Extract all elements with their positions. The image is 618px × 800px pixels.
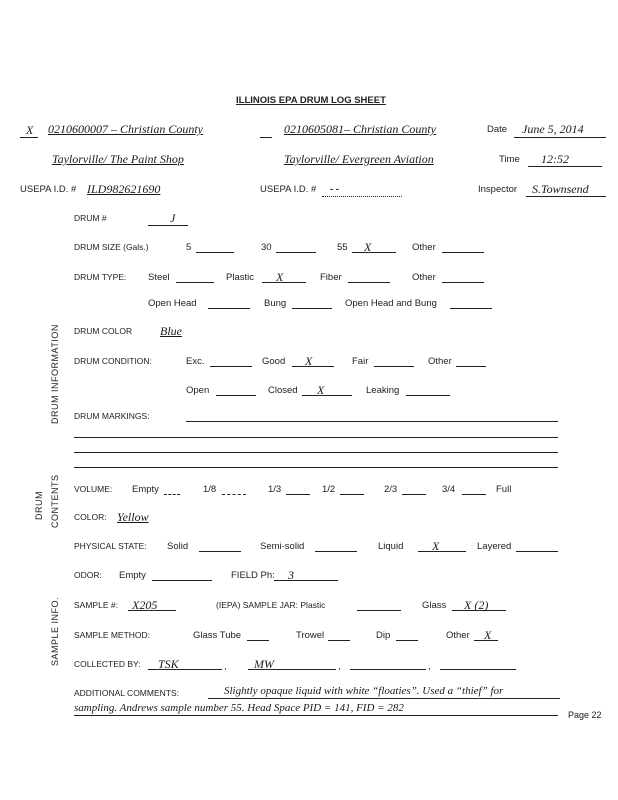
size-other-line: [442, 252, 484, 253]
sm-trowel: Trowel: [296, 630, 325, 641]
cond-exc: Exc.: [186, 356, 205, 367]
type-plastic-mark: X: [276, 270, 284, 284]
site1-dash: –: [108, 122, 120, 136]
date-value: June 5, 2014: [522, 122, 584, 136]
size-55-line: [352, 252, 396, 253]
vol-23-line: [402, 494, 426, 495]
comments-underline-2: [74, 715, 558, 716]
field-ph-line: [274, 580, 338, 581]
site1-check-line: [20, 137, 38, 138]
usepa2-value: - -: [330, 184, 339, 195]
collector-2: MW: [254, 657, 274, 671]
size-5-line: [196, 252, 234, 253]
size-other: Other: [412, 242, 436, 253]
usepa1-value: ILD982621690: [87, 182, 161, 196]
site2-info: [284, 123, 436, 135]
time-value: 12:52: [541, 152, 569, 166]
collector-comma-3: ,: [428, 661, 431, 672]
time-label: Time: [499, 154, 520, 165]
odor-empty-line: [152, 580, 212, 581]
cond-fair-line: [374, 366, 414, 367]
ps-liquid: Liquid: [378, 541, 404, 552]
sm-other-mark: X: [484, 628, 492, 642]
drum-num-label: DRUM #: [74, 213, 107, 223]
size-55-mark: X: [364, 240, 372, 254]
color-label: COLOR:: [74, 512, 107, 522]
comments-line-1: Slightly opaque liquid with white “floaties”. Used a “thief” for: [224, 685, 504, 697]
type-bung: Bung: [264, 298, 287, 309]
markings-line-4: [74, 467, 558, 468]
sm-trowel-line: [328, 640, 350, 641]
sample-glass-label: Glass: [422, 600, 447, 611]
comments-underline-1: [208, 698, 560, 699]
site2-id: 0210605081: [284, 122, 344, 136]
markings-line-1: [186, 421, 558, 422]
collector-1: TSK: [158, 657, 179, 671]
section-sample-info: SAMPLE INFO.: [50, 596, 60, 666]
sm-dip-line: [396, 640, 418, 641]
site1-id: 0210600007: [48, 122, 108, 136]
ps-semisolid: Semi-solid: [260, 541, 305, 552]
site1-county: Christian County: [120, 122, 204, 136]
vol-empty: Empty: [132, 484, 159, 495]
odor-empty: Empty: [119, 570, 146, 581]
vol-34: 3/4: [442, 484, 456, 495]
page-number: Page 22: [568, 710, 602, 720]
cond-good-line: [292, 366, 334, 367]
type-plastic-line: [262, 282, 306, 283]
volume-label: VOLUME:: [74, 484, 113, 494]
site2-county: Christian County: [353, 122, 437, 136]
size-30-line: [276, 252, 316, 253]
ps-solid: Solid: [167, 541, 189, 552]
type-openhead-line: [208, 308, 250, 309]
time-line: [528, 166, 602, 167]
field-ph-label: FIELD Ph:: [231, 570, 275, 581]
size-5: 5: [186, 242, 192, 253]
sample-num-value: X205: [132, 598, 158, 612]
type-openhead: Open Head: [148, 298, 197, 309]
date-line: [514, 137, 606, 138]
type-fiber-line: [348, 282, 390, 283]
collector-comma-1: ,: [224, 661, 227, 672]
vol-13: 1/3: [268, 484, 282, 495]
cond-good: Good: [262, 356, 286, 367]
collected-by-label: COLLECTED BY:: [74, 659, 141, 669]
drum-type-label: DRUM TYPE:: [74, 272, 127, 282]
cond-fair: Fair: [352, 356, 369, 367]
drum-num-line: [148, 225, 188, 226]
collector-1-line: [148, 669, 222, 670]
collector-comma-2: ,: [338, 661, 341, 672]
drum-color-label: DRUM COLOR: [74, 326, 133, 336]
collector-4-line: [440, 669, 516, 670]
size-55: 55: [337, 242, 348, 253]
cond-good-mark: X: [305, 354, 313, 368]
type-fiber: Fiber: [320, 272, 342, 283]
sample-method-label: SAMPLE METHOD:: [74, 630, 151, 640]
section-drum-information: DRUM INFORMATION: [50, 324, 60, 424]
drum-num-value: J: [170, 211, 176, 225]
ps-semisolid-line: [315, 551, 357, 552]
type-bung-line: [292, 308, 332, 309]
comments-label: ADDITIONAL COMMENTS:: [74, 688, 179, 698]
date-label: Date: [487, 124, 508, 135]
vol-empty-line: [164, 494, 180, 495]
cond-open-line: [216, 395, 256, 396]
sm-glass-tube: Glass Tube: [193, 630, 242, 641]
vol-18: 1/8: [203, 484, 217, 495]
drum-color-value: Blue: [160, 324, 182, 338]
usepa2-line: [322, 196, 402, 197]
sample-glass-line: [452, 610, 506, 611]
vol-34-line: [462, 494, 486, 495]
drum-condition-label: DRUM CONDITION:: [74, 356, 152, 366]
sm-other: Other: [446, 630, 470, 641]
cond-closed-line: [302, 395, 352, 396]
cond-leaking-line: [406, 395, 450, 396]
type-plastic: Plastic: [226, 272, 254, 283]
ps-layered-line: [516, 551, 558, 552]
vol-18-line: [222, 494, 246, 495]
sm-glass-tube-line: [247, 640, 269, 641]
sample-num-line: [128, 610, 176, 611]
usepa2-label: USEPA I.D. #: [260, 184, 317, 195]
ps-liquid-mark: X: [432, 539, 440, 553]
physical-state-label: PHYSICAL STATE:: [74, 541, 147, 551]
type-openhead-bung: Open Head and Bung: [345, 298, 437, 309]
cond-leaking: Leaking: [366, 385, 400, 396]
inspector-line: [526, 196, 606, 197]
vol-13-line: [286, 494, 310, 495]
cond-other-line: [456, 366, 486, 367]
section-drum-contents-line2: CONTENTS: [50, 474, 60, 528]
inspector-value: S.Townsend: [532, 182, 589, 196]
drum-markings-label: DRUM MARKINGS:: [74, 411, 150, 421]
collector-2-line: [248, 669, 336, 670]
vol-full: Full: [496, 484, 512, 495]
vol-23: 2/3: [384, 484, 398, 495]
site1-info: [48, 123, 203, 135]
type-openhead-bung-line: [450, 308, 492, 309]
collector-3-line: [350, 669, 426, 670]
sm-dip: Dip: [376, 630, 391, 641]
form-title: ILLINOIS EPA DRUM LOG SHEET: [236, 95, 386, 106]
cond-closed: Closed: [268, 385, 298, 396]
markings-line-2: [74, 437, 558, 438]
sample-jar-plastic-line: [357, 610, 401, 611]
inspector-label: Inspector: [478, 184, 518, 195]
markings-line-3: [74, 452, 558, 453]
sample-glass-value: X (2): [464, 598, 489, 612]
type-steel-line: [176, 282, 214, 283]
type-steel: Steel: [148, 272, 170, 283]
sample-jar-label: (IEPA) SAMPLE JAR: Plastic: [216, 600, 326, 610]
cond-open: Open: [186, 385, 210, 396]
cond-other: Other: [428, 356, 452, 367]
site2-check-line: [260, 137, 272, 138]
field-ph-value: 3: [288, 568, 294, 582]
ps-liquid-line: [418, 551, 466, 552]
type-other: Other: [412, 272, 436, 283]
sm-other-line: [474, 640, 498, 641]
site1-check-mark: X: [26, 123, 34, 137]
vol-12: 1/2: [322, 484, 336, 495]
site1-place: Taylorville/ The Paint Shop: [52, 152, 184, 166]
vol-12-line: [340, 494, 364, 495]
odor-label: ODOR:: [74, 570, 102, 580]
type-other-line: [442, 282, 484, 283]
usepa1-label: USEPA I.D. #: [20, 184, 77, 195]
color-value: Yellow: [117, 510, 149, 524]
size-30: 30: [261, 242, 272, 253]
ps-solid-line: [199, 551, 241, 552]
ps-layered: Layered: [477, 541, 512, 552]
site2-place: Taylorville/ Evergreen Aviation: [284, 152, 434, 166]
sample-num-label: SAMPLE #:: [74, 600, 118, 610]
section-drum-contents-line1: DRUM: [34, 491, 44, 520]
drum-size-label: DRUM SIZE (Gals.): [74, 242, 149, 252]
cond-closed-mark: X: [317, 383, 325, 397]
cond-exc-line: [210, 366, 252, 367]
site2-dash: –: [344, 122, 353, 136]
comments-line-2: sampling. Andrews sample number 55. Head Space PID = 141, FID = 282: [74, 702, 404, 714]
